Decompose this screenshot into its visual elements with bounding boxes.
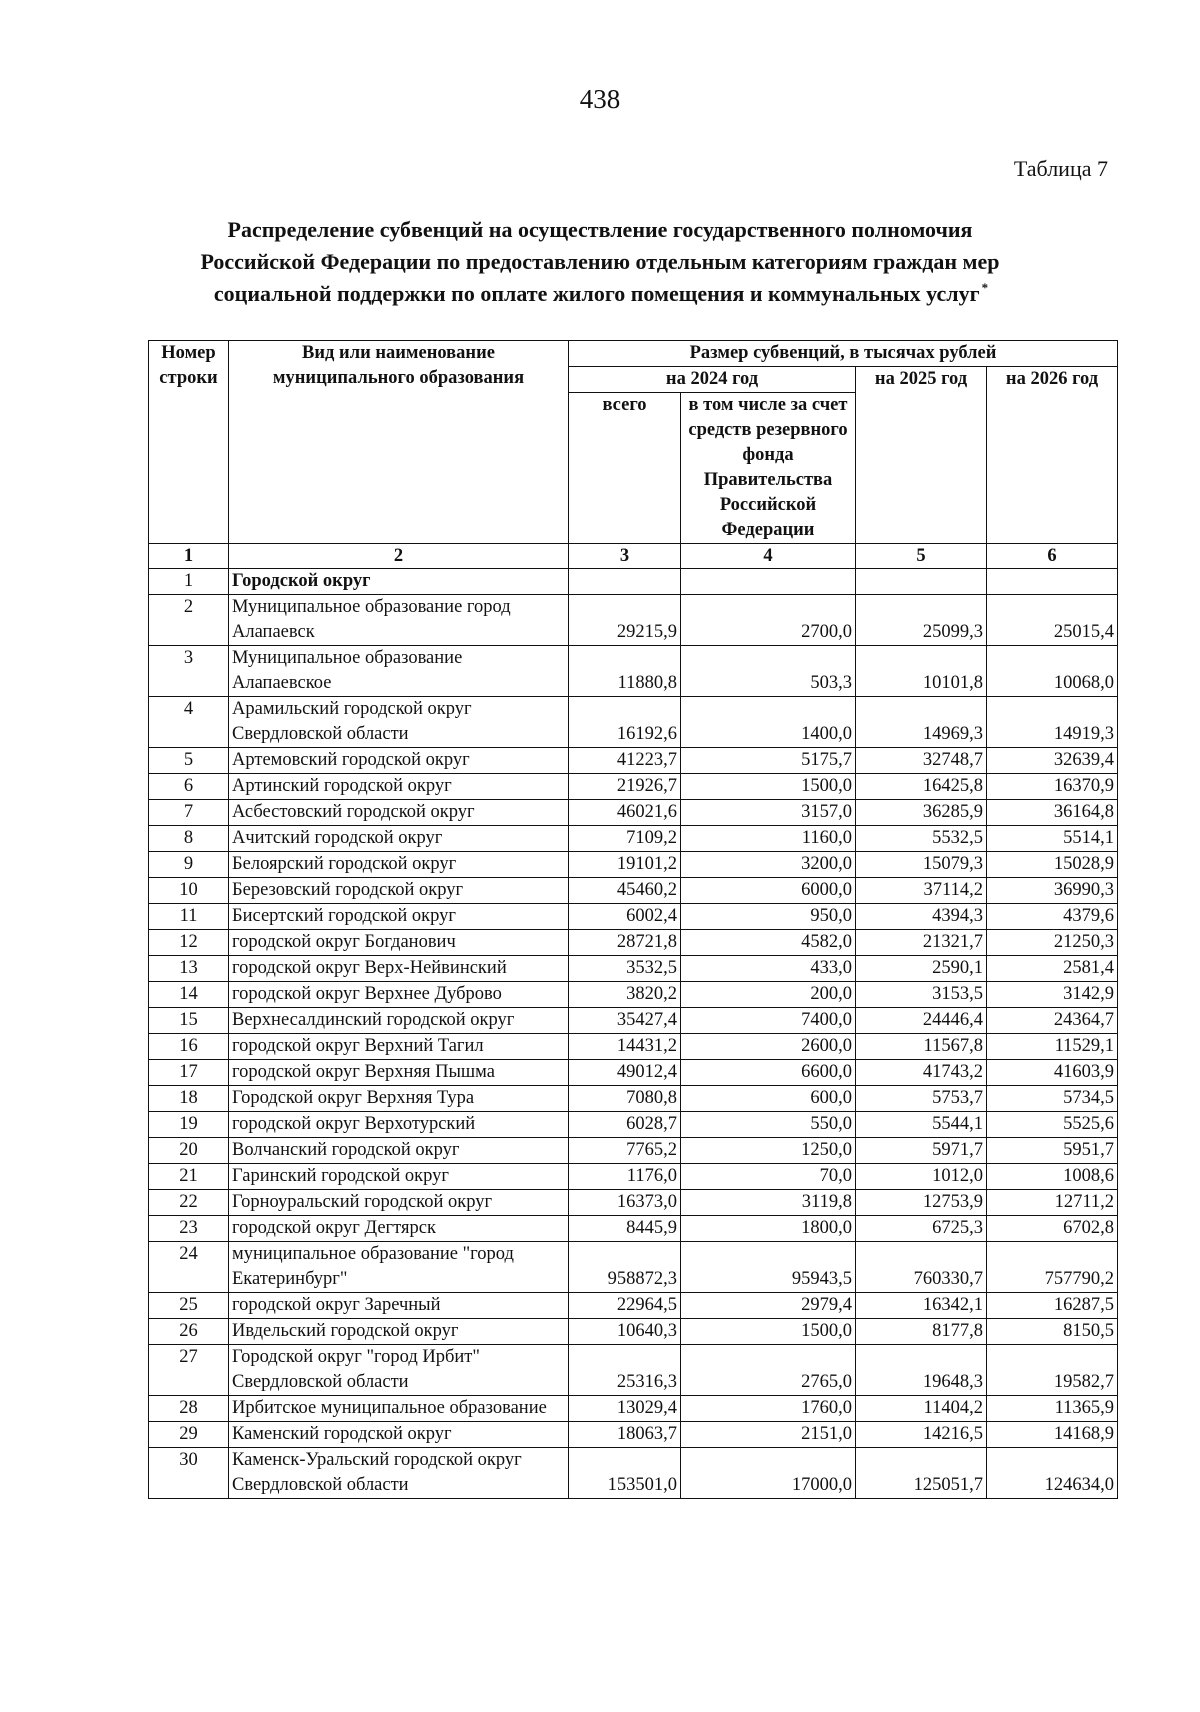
amount-2025-cell: 5532,5 (856, 826, 987, 852)
municipality-name-cell: Арамильский городской округ Свердловской области (229, 697, 569, 748)
municipality-name-cell: городской округ Верхнее Дуброво (229, 982, 569, 1008)
amount-2025-cell: 14216,5 (856, 1422, 987, 1448)
total-2024-cell: 8445,9 (569, 1216, 681, 1242)
row-number-cell: 28 (149, 1396, 229, 1422)
reserve-2024-cell: 2979,4 (681, 1293, 856, 1319)
municipality-name-cell: Белоярский городской округ (229, 852, 569, 878)
amount-2025-cell: 25099,3 (856, 595, 987, 646)
reserve-2024-cell: 6600,0 (681, 1060, 856, 1086)
document-title (120, 214, 1080, 310)
table-row (149, 1319, 1118, 1345)
table-row (149, 1345, 1118, 1396)
reserve-2024-cell: 3119,8 (681, 1190, 856, 1216)
amount-2026-cell: 36164,8 (987, 800, 1118, 826)
total-2024-cell: 46021,6 (569, 800, 681, 826)
amount-2025-cell: 125051,7 (856, 1448, 987, 1499)
amount-2025-cell: 41743,2 (856, 1060, 987, 1086)
reserve-2024-cell: 95943,5 (681, 1242, 856, 1293)
amount-2026-cell: 10068,0 (987, 646, 1118, 697)
reserve-2024-cell: 503,3 (681, 646, 856, 697)
total-2024-cell: 25316,3 (569, 1345, 681, 1396)
reserve-2024-cell: 1400,0 (681, 697, 856, 748)
table-row (149, 1086, 1118, 1112)
municipality-name-cell: городской округ Верхняя Пышма (229, 1060, 569, 1086)
total-2024-cell: 13029,4 (569, 1396, 681, 1422)
table-row (149, 774, 1118, 800)
municipality-name-cell: Гаринский городской округ (229, 1164, 569, 1190)
amount-2025-cell: 10101,8 (856, 646, 987, 697)
total-2024-cell: 19101,2 (569, 852, 681, 878)
title-footnote-mark: * (981, 280, 989, 295)
column-index: 3 (569, 544, 681, 569)
total-2024-cell: 6002,4 (569, 904, 681, 930)
row-number-cell: 25 (149, 1293, 229, 1319)
reserve-2024-cell: 70,0 (681, 1164, 856, 1190)
municipality-name-cell: Каменск-Уральский городской округ Свердловской области (229, 1448, 569, 1499)
amount-2025-cell: 12753,9 (856, 1190, 987, 1216)
reserve-2024-cell: 7400,0 (681, 1008, 856, 1034)
amount-2026-cell: 6702,8 (987, 1216, 1118, 1242)
row-number-cell: 11 (149, 904, 229, 930)
reserve-2024-cell: 1500,0 (681, 774, 856, 800)
reserve-2024-cell: 2765,0 (681, 1345, 856, 1396)
municipality-name-cell: Бисертский городской округ (229, 904, 569, 930)
table-label: Таблица 7 (1013, 156, 1108, 181)
total-2024-cell: 1176,0 (569, 1164, 681, 1190)
total-2024-cell: 21926,7 (569, 774, 681, 800)
column-index: 4 (681, 544, 856, 569)
amount-2025-cell: 4394,3 (856, 904, 987, 930)
municipality-name-cell: Горноуральский городской округ (229, 1190, 569, 1216)
amount-2026-cell: 5525,6 (987, 1112, 1118, 1138)
table-row (149, 1060, 1118, 1086)
title-line (120, 278, 1080, 310)
row-number-cell: 7 (149, 800, 229, 826)
reserve-2024-cell: 5175,7 (681, 748, 856, 774)
table-row (149, 800, 1118, 826)
amount-2025-cell: 36285,9 (856, 800, 987, 826)
amount-2026-cell: 11529,1 (987, 1034, 1118, 1060)
amount-2026-cell: 12711,2 (987, 1190, 1118, 1216)
reserve-2024-cell: 1160,0 (681, 826, 856, 852)
reserve-2024-cell: 600,0 (681, 1086, 856, 1112)
amount-2025-cell: 5971,7 (856, 1138, 987, 1164)
amount-2026-cell: 32639,4 (987, 748, 1118, 774)
amount-2025-cell: 2590,1 (856, 956, 987, 982)
total-2024-cell: 153501,0 (569, 1448, 681, 1499)
table-row (149, 1008, 1118, 1034)
table-row (149, 1034, 1118, 1060)
row-number-cell: 18 (149, 1086, 229, 1112)
row-number-cell: 2 (149, 595, 229, 646)
amount-2025-cell: 15079,3 (856, 852, 987, 878)
amount-2025-cell: 8177,8 (856, 1319, 987, 1345)
total-2024-cell: 10640,3 (569, 1319, 681, 1345)
table-row (149, 1293, 1118, 1319)
amount-2026-cell: 14919,3 (987, 697, 1118, 748)
total-2024-cell: 45460,2 (569, 878, 681, 904)
row-number-cell: 30 (149, 1448, 229, 1499)
reserve-2024-cell: 6000,0 (681, 878, 856, 904)
amount-2025-cell: 5753,7 (856, 1086, 987, 1112)
municipality-name-cell: Городской округ (229, 569, 569, 595)
amount-2025-cell: 11567,8 (856, 1034, 987, 1060)
reserve-2024-cell: 1800,0 (681, 1216, 856, 1242)
row-number-cell: 6 (149, 774, 229, 800)
municipality-name-cell: городской округ Верхний Тагил (229, 1034, 569, 1060)
amount-2026-cell: 1008,6 (987, 1164, 1118, 1190)
table-row (149, 646, 1118, 697)
header-total: всего (569, 393, 681, 544)
row-number-cell: 17 (149, 1060, 229, 1086)
municipality-name-cell: Городской округ Верхняя Тура (229, 1086, 569, 1112)
header-year-2025: на 2025 год (856, 367, 987, 544)
reserve-2024-cell: 2151,0 (681, 1422, 856, 1448)
row-number-cell: 13 (149, 956, 229, 982)
municipality-name-cell: Асбестовский городской округ (229, 800, 569, 826)
reserve-2024-cell: 3157,0 (681, 800, 856, 826)
table-row (149, 852, 1118, 878)
table-row (149, 1422, 1118, 1448)
header-year-2024: на 2024 год (569, 367, 856, 393)
amount-2025-cell: 37114,2 (856, 878, 987, 904)
table-row (149, 1112, 1118, 1138)
table-row (149, 956, 1118, 982)
table-row (149, 904, 1118, 930)
row-number-cell: 10 (149, 878, 229, 904)
amount-2026-cell: 2581,4 (987, 956, 1118, 982)
municipality-name-cell: Верхнесалдинский городской округ (229, 1008, 569, 1034)
column-index: 6 (987, 544, 1118, 569)
row-number-cell: 15 (149, 1008, 229, 1034)
municipality-name-cell: Ивдельский городской округ (229, 1319, 569, 1345)
amount-2025-cell: 16342,1 (856, 1293, 987, 1319)
reserve-2024-cell: 200,0 (681, 982, 856, 1008)
title-line: Распределение субвенций на осуществление государственного полномочия (227, 217, 973, 242)
municipality-name-cell: Ирбитское муниципальное образование (229, 1396, 569, 1422)
total-2024-cell (569, 569, 681, 595)
reserve-2024-cell: 550,0 (681, 1112, 856, 1138)
municipality-name-cell: Артемовский городской округ (229, 748, 569, 774)
amount-2026-cell: 25015,4 (987, 595, 1118, 646)
total-2024-cell: 7080,8 (569, 1086, 681, 1112)
reserve-2024-cell: 3200,0 (681, 852, 856, 878)
amount-2026-cell: 4379,6 (987, 904, 1118, 930)
amount-2026-cell: 5734,5 (987, 1086, 1118, 1112)
amount-2025-cell: 14969,3 (856, 697, 987, 748)
row-number-cell: 8 (149, 826, 229, 852)
municipality-name-cell: Артинский городской округ (229, 774, 569, 800)
table-body (149, 569, 1118, 1499)
row-number-cell: 3 (149, 646, 229, 697)
total-2024-cell: 29215,9 (569, 595, 681, 646)
amount-2025-cell: 1012,0 (856, 1164, 987, 1190)
title-line-text: социальной поддержки по оплате жилого помещения и коммунальных услуг (213, 281, 980, 306)
total-2024-cell: 18063,7 (569, 1422, 681, 1448)
row-number-cell: 23 (149, 1216, 229, 1242)
column-index: 1 (149, 544, 229, 569)
municipality-name-cell: Каменский городской округ (229, 1422, 569, 1448)
total-2024-cell: 11880,8 (569, 646, 681, 697)
municipality-name-cell: городской округ Богданович (229, 930, 569, 956)
row-number-cell: 19 (149, 1112, 229, 1138)
row-number-cell: 26 (149, 1319, 229, 1345)
amount-2025-cell: 6725,3 (856, 1216, 987, 1242)
amount-2026-cell: 41603,9 (987, 1060, 1118, 1086)
table-row (149, 697, 1118, 748)
municipality-name-cell: Ачитский городской округ (229, 826, 569, 852)
reserve-2024-cell: 1500,0 (681, 1319, 856, 1345)
total-2024-cell: 6028,7 (569, 1112, 681, 1138)
amount-2026-cell: 3142,9 (987, 982, 1118, 1008)
amount-2025-cell: 32748,7 (856, 748, 987, 774)
amount-2025-cell (856, 569, 987, 595)
total-2024-cell: 3820,2 (569, 982, 681, 1008)
title-line: Российской Федерации по предоставлению отдельным категориям граждан мер (200, 249, 1000, 274)
amount-2025-cell: 24446,4 (856, 1008, 987, 1034)
reserve-2024-cell: 433,0 (681, 956, 856, 982)
amount-2026-cell: 8150,5 (987, 1319, 1118, 1345)
total-2024-cell: 16373,0 (569, 1190, 681, 1216)
table-row (149, 1164, 1118, 1190)
row-number-cell: 9 (149, 852, 229, 878)
municipality-name-cell: Муниципальное образование город Алапаевск (229, 595, 569, 646)
municipality-name-cell: городской округ Заречный (229, 1293, 569, 1319)
amount-2026-cell: 5951,7 (987, 1138, 1118, 1164)
subsidy-table (148, 340, 1118, 1499)
amount-2026-cell: 15028,9 (987, 852, 1118, 878)
municipality-name-cell: Городской округ "город Ирбит" Свердловской области (229, 1345, 569, 1396)
row-number-cell: 29 (149, 1422, 229, 1448)
table-row (149, 1138, 1118, 1164)
table-row (149, 569, 1118, 595)
amount-2026-cell: 16370,9 (987, 774, 1118, 800)
row-number-cell: 22 (149, 1190, 229, 1216)
row-number-cell: 12 (149, 930, 229, 956)
reserve-2024-cell: 4582,0 (681, 930, 856, 956)
row-number-cell: 24 (149, 1242, 229, 1293)
amount-2026-cell: 21250,3 (987, 930, 1118, 956)
row-number-cell: 4 (149, 697, 229, 748)
table-row (149, 982, 1118, 1008)
table-row (149, 748, 1118, 774)
table-row (149, 1216, 1118, 1242)
municipality-name-cell: муниципальное образование "город Екатеринбург" (229, 1242, 569, 1293)
amount-2026-cell (987, 569, 1118, 595)
amount-2026-cell: 5514,1 (987, 826, 1118, 852)
amount-2026-cell: 16287,5 (987, 1293, 1118, 1319)
municipality-name-cell: Муниципальное образование Алапаевское (229, 646, 569, 697)
table-row (149, 1242, 1118, 1293)
amount-2026-cell: 14168,9 (987, 1422, 1118, 1448)
municipality-name-cell: Березовский городской округ (229, 878, 569, 904)
header-amount: Размер субвенций, в тысячах рублей (569, 341, 1118, 367)
table-row (149, 878, 1118, 904)
row-number-cell: 27 (149, 1345, 229, 1396)
amount-2026-cell: 24364,7 (987, 1008, 1118, 1034)
amount-2026-cell: 19582,7 (987, 1345, 1118, 1396)
page-number: 438 (579, 84, 621, 114)
municipality-name-cell: городской округ Дегтярск (229, 1216, 569, 1242)
reserve-2024-cell: 17000,0 (681, 1448, 856, 1499)
amount-2025-cell: 16425,8 (856, 774, 987, 800)
row-number-cell: 16 (149, 1034, 229, 1060)
total-2024-cell: 28721,8 (569, 930, 681, 956)
amount-2025-cell: 3153,5 (856, 982, 987, 1008)
total-2024-cell: 14431,2 (569, 1034, 681, 1060)
total-2024-cell: 3532,5 (569, 956, 681, 982)
row-number-cell: 5 (149, 748, 229, 774)
table-row (149, 826, 1118, 852)
row-number-cell: 14 (149, 982, 229, 1008)
amount-2026-cell: 757790,2 (987, 1242, 1118, 1293)
total-2024-cell: 958872,3 (569, 1242, 681, 1293)
row-number-cell: 20 (149, 1138, 229, 1164)
reserve-2024-cell: 1760,0 (681, 1396, 856, 1422)
header-year-2026: на 2026 год (987, 367, 1118, 544)
amount-2025-cell: 19648,3 (856, 1345, 987, 1396)
amount-2025-cell: 21321,7 (856, 930, 987, 956)
total-2024-cell: 7765,2 (569, 1138, 681, 1164)
table-row (149, 930, 1118, 956)
reserve-2024-cell (681, 569, 856, 595)
amount-2026-cell: 11365,9 (987, 1396, 1118, 1422)
total-2024-cell: 49012,4 (569, 1060, 681, 1086)
municipality-name-cell: Волчанский городской округ (229, 1138, 569, 1164)
column-index: 2 (229, 544, 569, 569)
column-index-row (149, 544, 1118, 569)
reserve-2024-cell: 2700,0 (681, 595, 856, 646)
total-2024-cell: 22964,5 (569, 1293, 681, 1319)
reserve-2024-cell: 950,0 (681, 904, 856, 930)
amount-2025-cell: 760330,7 (856, 1242, 987, 1293)
table-row (149, 1448, 1118, 1499)
header-row-number: Номер строки (149, 341, 229, 544)
reserve-2024-cell: 1250,0 (681, 1138, 856, 1164)
amount-2026-cell: 36990,3 (987, 878, 1118, 904)
municipality-name-cell: городской округ Верхотурский (229, 1112, 569, 1138)
row-number-cell: 1 (149, 569, 229, 595)
total-2024-cell: 16192,6 (569, 697, 681, 748)
row-number-cell: 21 (149, 1164, 229, 1190)
column-index: 5 (856, 544, 987, 569)
header-reserve: в том числе за счет средств резервного фонда Правительства Российской Федерации (681, 393, 856, 544)
total-2024-cell: 35427,4 (569, 1008, 681, 1034)
amount-2025-cell: 11404,2 (856, 1396, 987, 1422)
table-row (149, 595, 1118, 646)
total-2024-cell: 7109,2 (569, 826, 681, 852)
reserve-2024-cell: 2600,0 (681, 1034, 856, 1060)
total-2024-cell: 41223,7 (569, 748, 681, 774)
municipality-name-cell: городской округ Верх-Нейвинский (229, 956, 569, 982)
header-name: Вид или наименование муниципального образования (229, 341, 569, 544)
amount-2025-cell: 5544,1 (856, 1112, 987, 1138)
table-row (149, 1396, 1118, 1422)
amount-2026-cell: 124634,0 (987, 1448, 1118, 1499)
table-row (149, 1190, 1118, 1216)
